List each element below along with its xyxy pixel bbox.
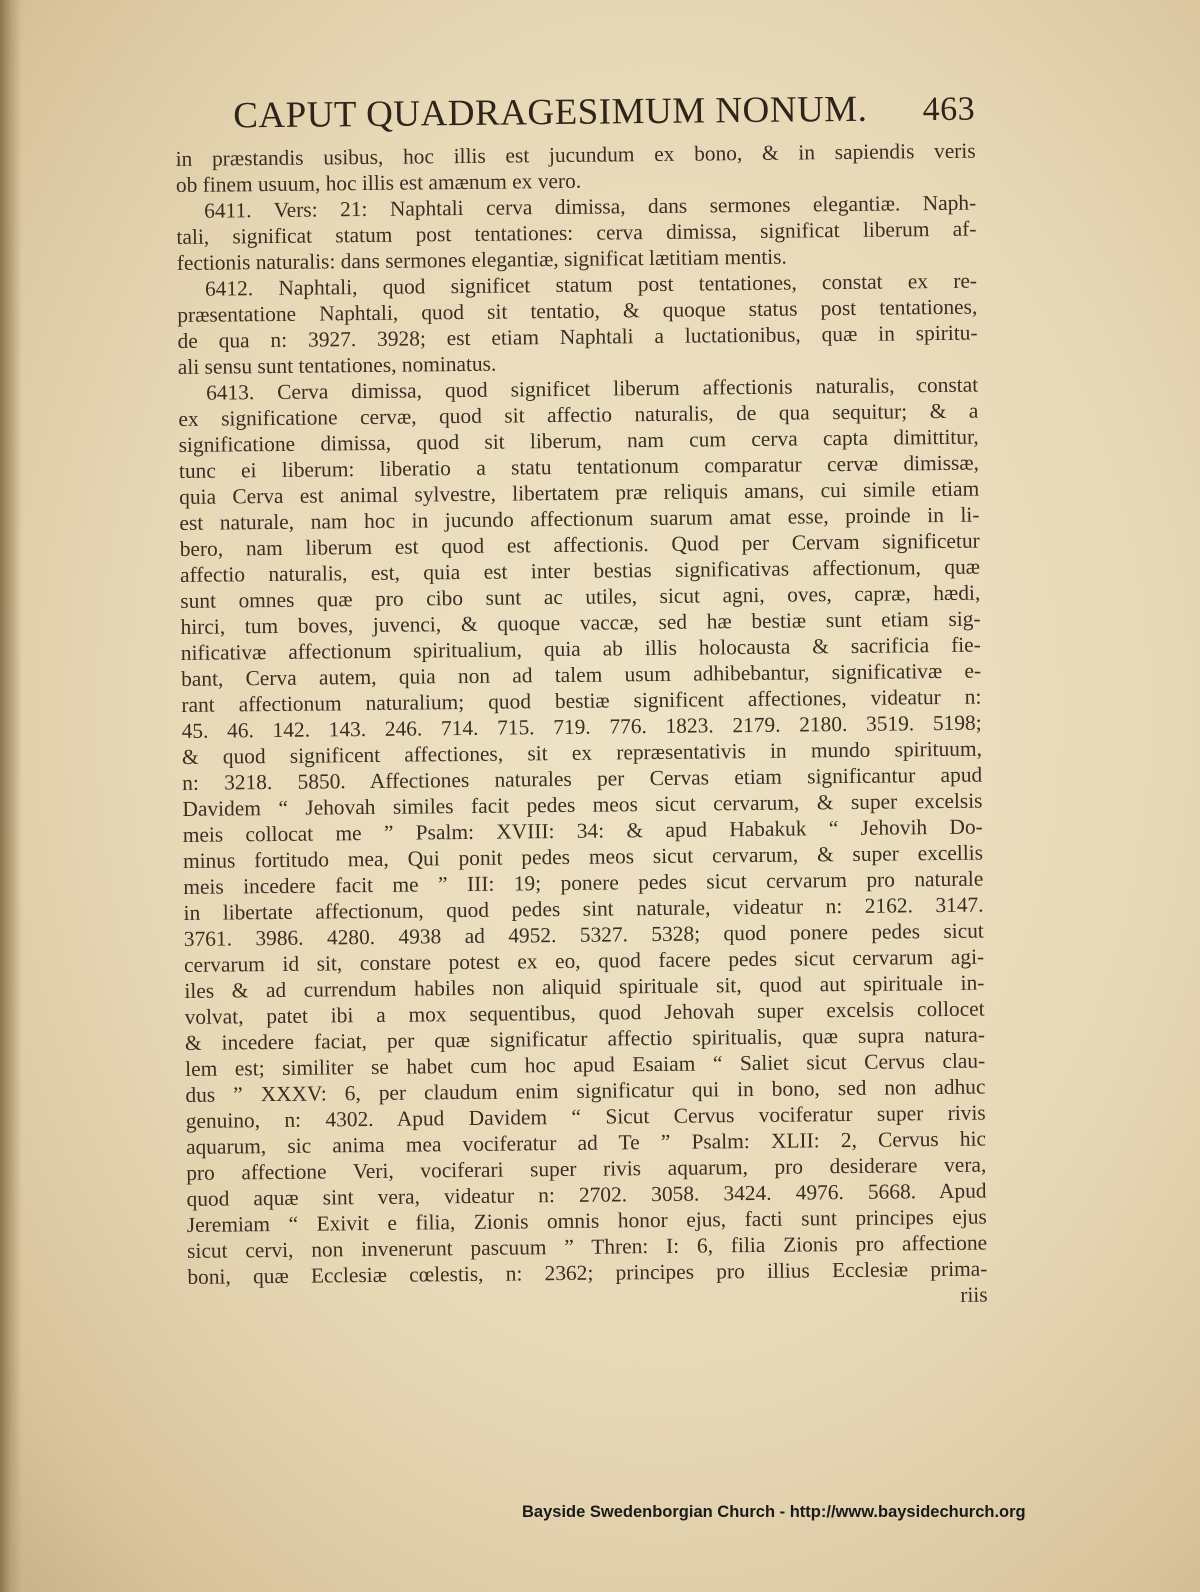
- text-line: bero, nam liberum est quod est affectionis. Quod per Cervam significetur: [179, 528, 980, 561]
- catchword: riis: [960, 1282, 988, 1307]
- text-line: quod aquæ sint vera, videatur n: 2702. 3058. 3424. 4976. 5668. Apud: [186, 1178, 987, 1211]
- text-line: est naturale, nam hoc in jucundo affectionum suarum amat esse, proinde in li-: [179, 502, 980, 535]
- text-line: rant affectionum naturalium; quod bestiæ significent affectiones, videatur n:: [181, 684, 982, 717]
- text-line: aquarum, sic anima mea vociferatur ad Te ” Psalm: XLII: 2, Cervus hic: [185, 1126, 987, 1159]
- text-line: 6413. Cerva dimissa, quod significet liberum affectionis naturalis, constat: [205, 372, 979, 405]
- text-line: sicut cervi, non invenerunt pascuum ” Thren: I: 6, filia Zionis pro affectione: [186, 1230, 988, 1263]
- body-text: [176, 138, 988, 1290]
- text-line: præsentatione Naphtali, quod sit tentatio, & quoque status post tentationes,: [177, 294, 978, 327]
- text-line: ali sensu sunt tentationes, nominatus.: [177, 351, 497, 379]
- text-line: lem est; similiter se habet cum hoc apud Esaiam “ Saliet sicut Cervus clau-: [185, 1048, 986, 1081]
- text-line: iles & ad currendum habiles non aliquid spirituale sit, quod aut spirituale in-: [184, 970, 985, 1003]
- text-line: Davidem “ Jehovah similes facit pedes meos sicut cervarum, & super excelsis: [182, 788, 983, 821]
- text-line: Jeremiam “ Exivit e filia, Zionis omnis honor ejus, facti sunt principes ejus: [186, 1204, 987, 1237]
- text-line: tali, significat statum post tentationes: cerva dimissa, significat liberum af-: [176, 216, 977, 249]
- text-line: nificativæ affectionum spiritualium, quia ab illis holocausta & sacrificia fie-: [180, 632, 981, 665]
- text-line: genuino, n: 4302. Apud Davidem “ Sicut Cervus vociferatur super rivis: [185, 1100, 986, 1133]
- text-line: ex significatione cervæ, quod sit affectio naturalis, de qua sequitur; & a: [178, 398, 979, 431]
- text-line: fectionis naturalis: dans sermones elegantiæ, significat lætitiam mentis.: [176, 244, 787, 275]
- text-line: 45. 46. 142. 143. 246. 714. 715. 719. 776. 1823. 2179. 2180. 3519. 5198;: [181, 710, 982, 743]
- footer-watermark: Bayside Swedenborgian Church - http://www.baysidechurch.org: [522, 1503, 1026, 1521]
- text-line: tunc ei liberum: liberatio a statu tentationum comparatur cervæ dimissæ,: [178, 450, 980, 483]
- page-content: [175, 87, 988, 1316]
- text-line: minus fortitudo mea, Qui ponit pedes meos sicut cervarum, & super excellis: [182, 840, 984, 873]
- running-header: [233, 87, 975, 138]
- text-line: 3761. 3986. 4280. 4938 ad 4952. 5327. 5328; quod ponere pedes sicut: [183, 918, 984, 951]
- text-line: cervarum id sit, constare potest ex eo, quod facere pedes sicut cervarum agi-: [183, 944, 985, 977]
- text-line: 6412. Naphtali, quod significet statum post tentationes, constat ex re-: [204, 268, 978, 301]
- text-line: volvat, patet ibi a mox sequentibus, quod Jehovah super excelsis collocet: [184, 996, 985, 1029]
- text-line: affectio naturalis, est, quia est inter bestias significativas affectionum, quæ: [179, 554, 981, 587]
- text-line: sunt omnes quæ pro cibo sunt ac utiles, sicut agni, oves, capræ, hædi,: [180, 580, 981, 613]
- text-line: significatione dimissa, quod sit liberum, nam cum cerva capta dimittitur,: [178, 424, 979, 457]
- text-line: n: 3218. 5850. Affectiones naturales per Cervas etiam significantur apud: [182, 762, 983, 795]
- text-line: de qua n: 3927. 3928; est etiam Naphtali a luctationibus, quæ in spiritu-: [177, 320, 978, 353]
- text-line: & quod significent affectiones, sit ex repræsentativis in mundo spirituum,: [181, 736, 983, 769]
- text-line: 6411. Vers: 21: Naphtali cerva dimissa, dans sermones elegantiæ. Naph-: [204, 190, 977, 223]
- text-line: quia Cerva est animal sylvestre, libertatem præ reliquis amans, cui simile etiam: [179, 476, 980, 509]
- text-line: meis incedere facit me ” III: 19; ponere pedes sicut cervarum pro naturale: [183, 866, 984, 899]
- text-line: & incedere faciat, per quæ significatur affectio spiritualis, quæ supra natura-: [184, 1022, 986, 1055]
- book-spine-shadow: [0, 0, 22, 1592]
- text-line: bant, Cerva autem, quia non ad talem usum adhibebantur, significativæ e-: [180, 658, 982, 691]
- text-line: hirci, tum boves, juvenci, & quoque vaccæ, sed hæ bestiæ sunt etiam sig-: [180, 606, 981, 639]
- text-line: in præstandis usibus, hoc illis est jucundum ex bono, & in sapiendis veris: [175, 138, 976, 171]
- chapter-title: CAPUT QUADRAGESIMUM NONUM.: [233, 88, 868, 137]
- text-line: pro affectione Veri, vociferari super rivis aquarum, pro desiderare vera,: [186, 1152, 987, 1185]
- text-line: ob finem usuum, hoc illis est amænum ex vero.: [175, 168, 582, 197]
- text-line: in libertate affectionum, quod pedes sint naturale, videatur n: 2162. 3147.: [183, 892, 984, 925]
- text-line: boni, quæ Ecclesiæ cœlestis, n: 2362; principes pro illius Ecclesiæ prima-: [187, 1256, 988, 1289]
- page-number: 463: [922, 90, 976, 129]
- text-line: meis collocat me ” Psalm: XVIII: 34: & apud Habakuk “ Jehovih Do-: [182, 814, 983, 847]
- text-line: dus ” XXXV: 6, per claudum enim significatur qui in bono, sed non adhuc: [185, 1074, 986, 1107]
